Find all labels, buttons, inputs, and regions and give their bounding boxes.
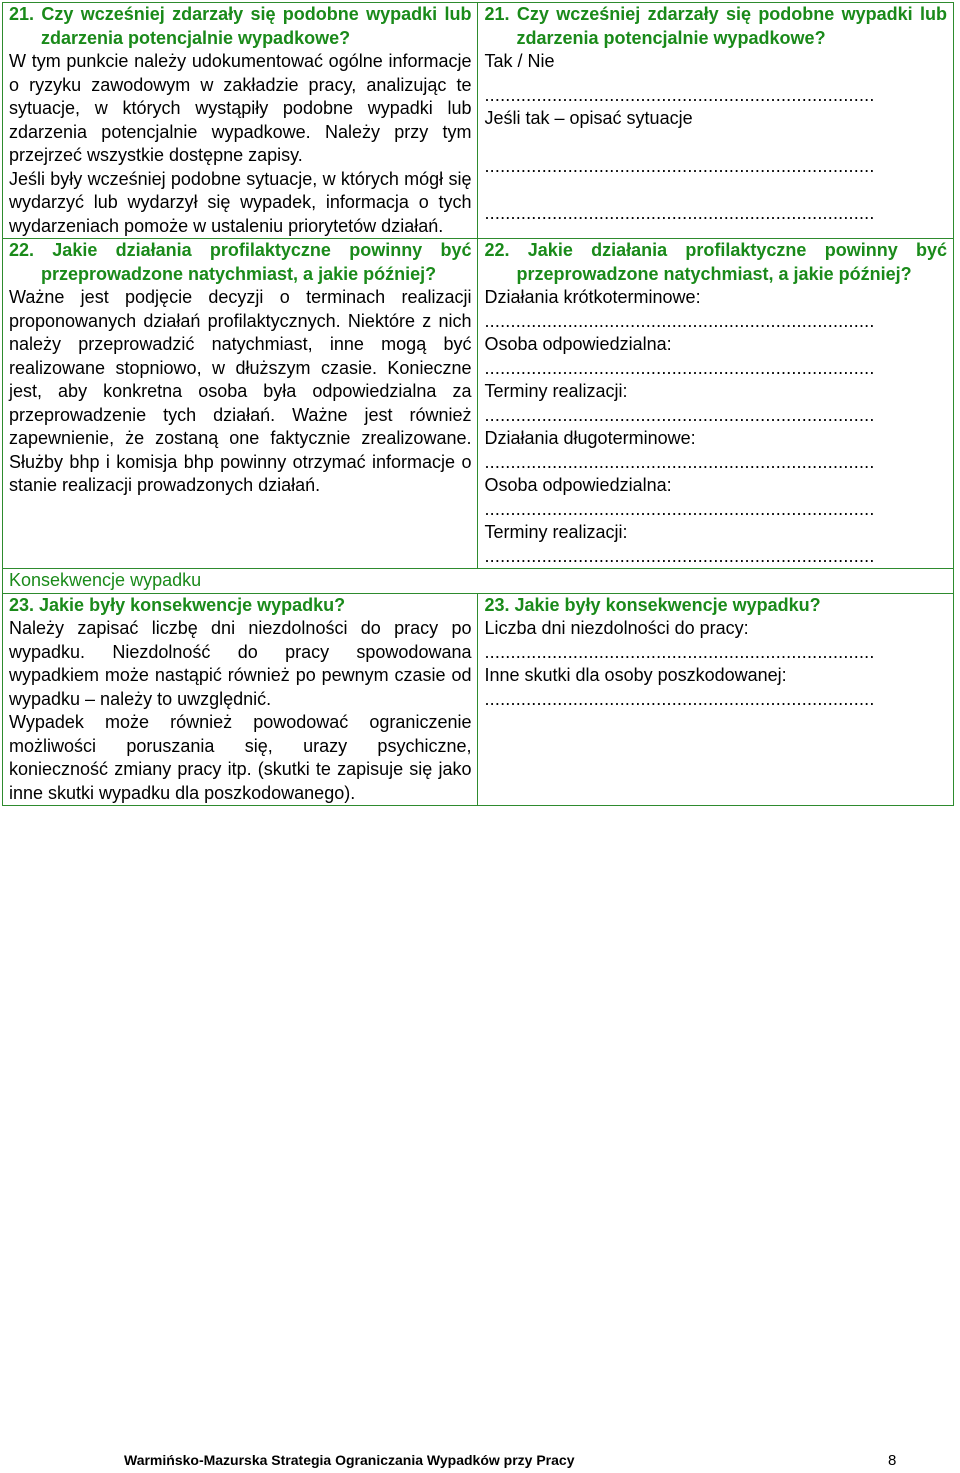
q22-instructions-cell [3,239,478,569]
q21-heading: 21. Czy wcześniej zdarzały się podobne wypadki lub zdarzenia potencjalnie wypadkowe? [9,4,472,48]
q22-responsible-field-2[interactable]: ........................................................................... [484,498,875,519]
q21-describe-label: Jeśli tak – opisać sytuacje [484,108,693,128]
q22-short-term-label: Działania krótkoterminowe: [484,287,701,307]
row-question-23 [3,593,954,806]
q21-paragraph-2: Jeśli były wcześniej podobne sytuacje, w których mógł się wydarzyć lub wydarzył się wypadek, informacja o tych wydarzeniach pomoże w ustaleniu priorytetów działań. [9,168,472,236]
q23-instructions-cell [3,593,478,806]
q23-answer-cell [478,593,954,806]
q22-deadlines-label-1: Terminy realizacji: [484,381,628,401]
q23-other-effects-field[interactable]: ........................................................................... [484,688,875,709]
row-question-21 [3,3,954,239]
q23-days-field[interactable]: ........................................................................... [484,641,875,662]
q22-long-term-label: Działania długoterminowe: [484,428,696,448]
consequences-title-cell [3,569,954,594]
q22-deadlines-field-2[interactable]: ........................................................................... [484,545,875,566]
q23-paragraph-2: Wypadek może również powodować ograniczenie możliwości poruszania się, urazy psychiczne, konieczność zmiany pracy itp. (skutki te zapisuje się jako inne skutki wypadku dla poszkodowanego). [9,712,472,803]
q22-responsible-label-1: Osoba odpowiedzialna: [484,334,672,354]
q21-answer-field-1[interactable]: ........................................................................... [484,84,875,105]
page-number: 8 [888,1452,897,1469]
q21-answer-heading: 21. Czy wcześniej zdarzały się podobne wypadki lub zdarzenia potencjalnie wypadkowe? [484,4,947,48]
q22-paragraph: Ważne jest podjęcie decyzji o terminach realizacji proponowanych działań profilaktycznych. Niektóre z nich należy przeprowadzić natychmiast, inne mogą być realizowane stopniowo, w dłuższym czasie. Konieczne jest, aby konkretna osoba była odpowiedzialna za przeprowadzenie tych działań. Ważne jest również zapewnienie, że zostaną one faktycznie zrealizowane. Służby bhp i komisja bhp powinny otrzymać informacje o stanie realizacji prowadzonych działań. [9,287,472,495]
q22-deadlines-label-2: Terminy realizacji: [484,522,628,542]
q23-paragraph-1: Należy zapisać liczbę dni niezdolności do pracy po wypadku. Niezdolność do pracy spowodowana wypadkiem może nastąpić również po pewnym czasie od wypadku – należy to uwzględnić. [9,618,472,709]
q22-answer-heading: 22. Jakie działania profilaktyczne powinny być przeprowadzone natychmiast, a jakie później? [484,240,947,284]
row-question-22 [3,239,954,569]
q21-answer-field-3[interactable]: ........................................................................... [484,203,875,223]
q21-answer-cell [478,3,954,239]
q22-heading: 22. Jakie działania profilaktyczne powinny być przeprowadzone natychmiast, a jakie później? [9,240,472,284]
q22-answer-cell [478,239,954,569]
consequences-section-title: Konsekwencje wypadku [9,570,202,590]
row-consequences-title [3,569,954,594]
q22-deadlines-field-1[interactable]: ........................................................................... [484,404,875,425]
q22-long-term-field[interactable]: ........................................................................... [484,451,875,472]
accident-form-table [2,2,954,806]
q21-yes-no-label: Tak / Nie [484,51,555,71]
q23-heading: 23. Jakie były konsekwencje wypadku? [9,594,346,615]
q22-short-term-field[interactable]: ........................................................................... [484,310,875,331]
q23-days-label: Liczba dni niezdolności do pracy: [484,618,749,638]
q22-responsible-field-1[interactable]: ........................................................................... [484,357,875,378]
q23-other-effects-label: Inne skutki dla osoby poszkodowanej: [484,665,787,685]
q21-answer-field-2[interactable]: ........................................................................... [484,155,875,176]
q22-responsible-label-2: Osoba odpowiedzialna: [484,475,672,495]
q21-paragraph-1: W tym punkcie należy udokumentować ogólne informacje o ryzyku zawodowym w zakładzie pracy, analizując te sytuacje, w których wystąpiły podobne wypadki lub zdarzenia potencjalnie wypadkowe. Należy przy tym przejrzeć wszystkie dostępne zapisy. [9,51,472,165]
q23-answer-heading: 23. Jakie były konsekwencje wypadku? [484,594,821,615]
page-footer-title: Warmińsko-Mazurska Strategia Ograniczania Wypadków przy Pracy [124,1452,575,1468]
q21-instructions-cell [3,3,478,239]
